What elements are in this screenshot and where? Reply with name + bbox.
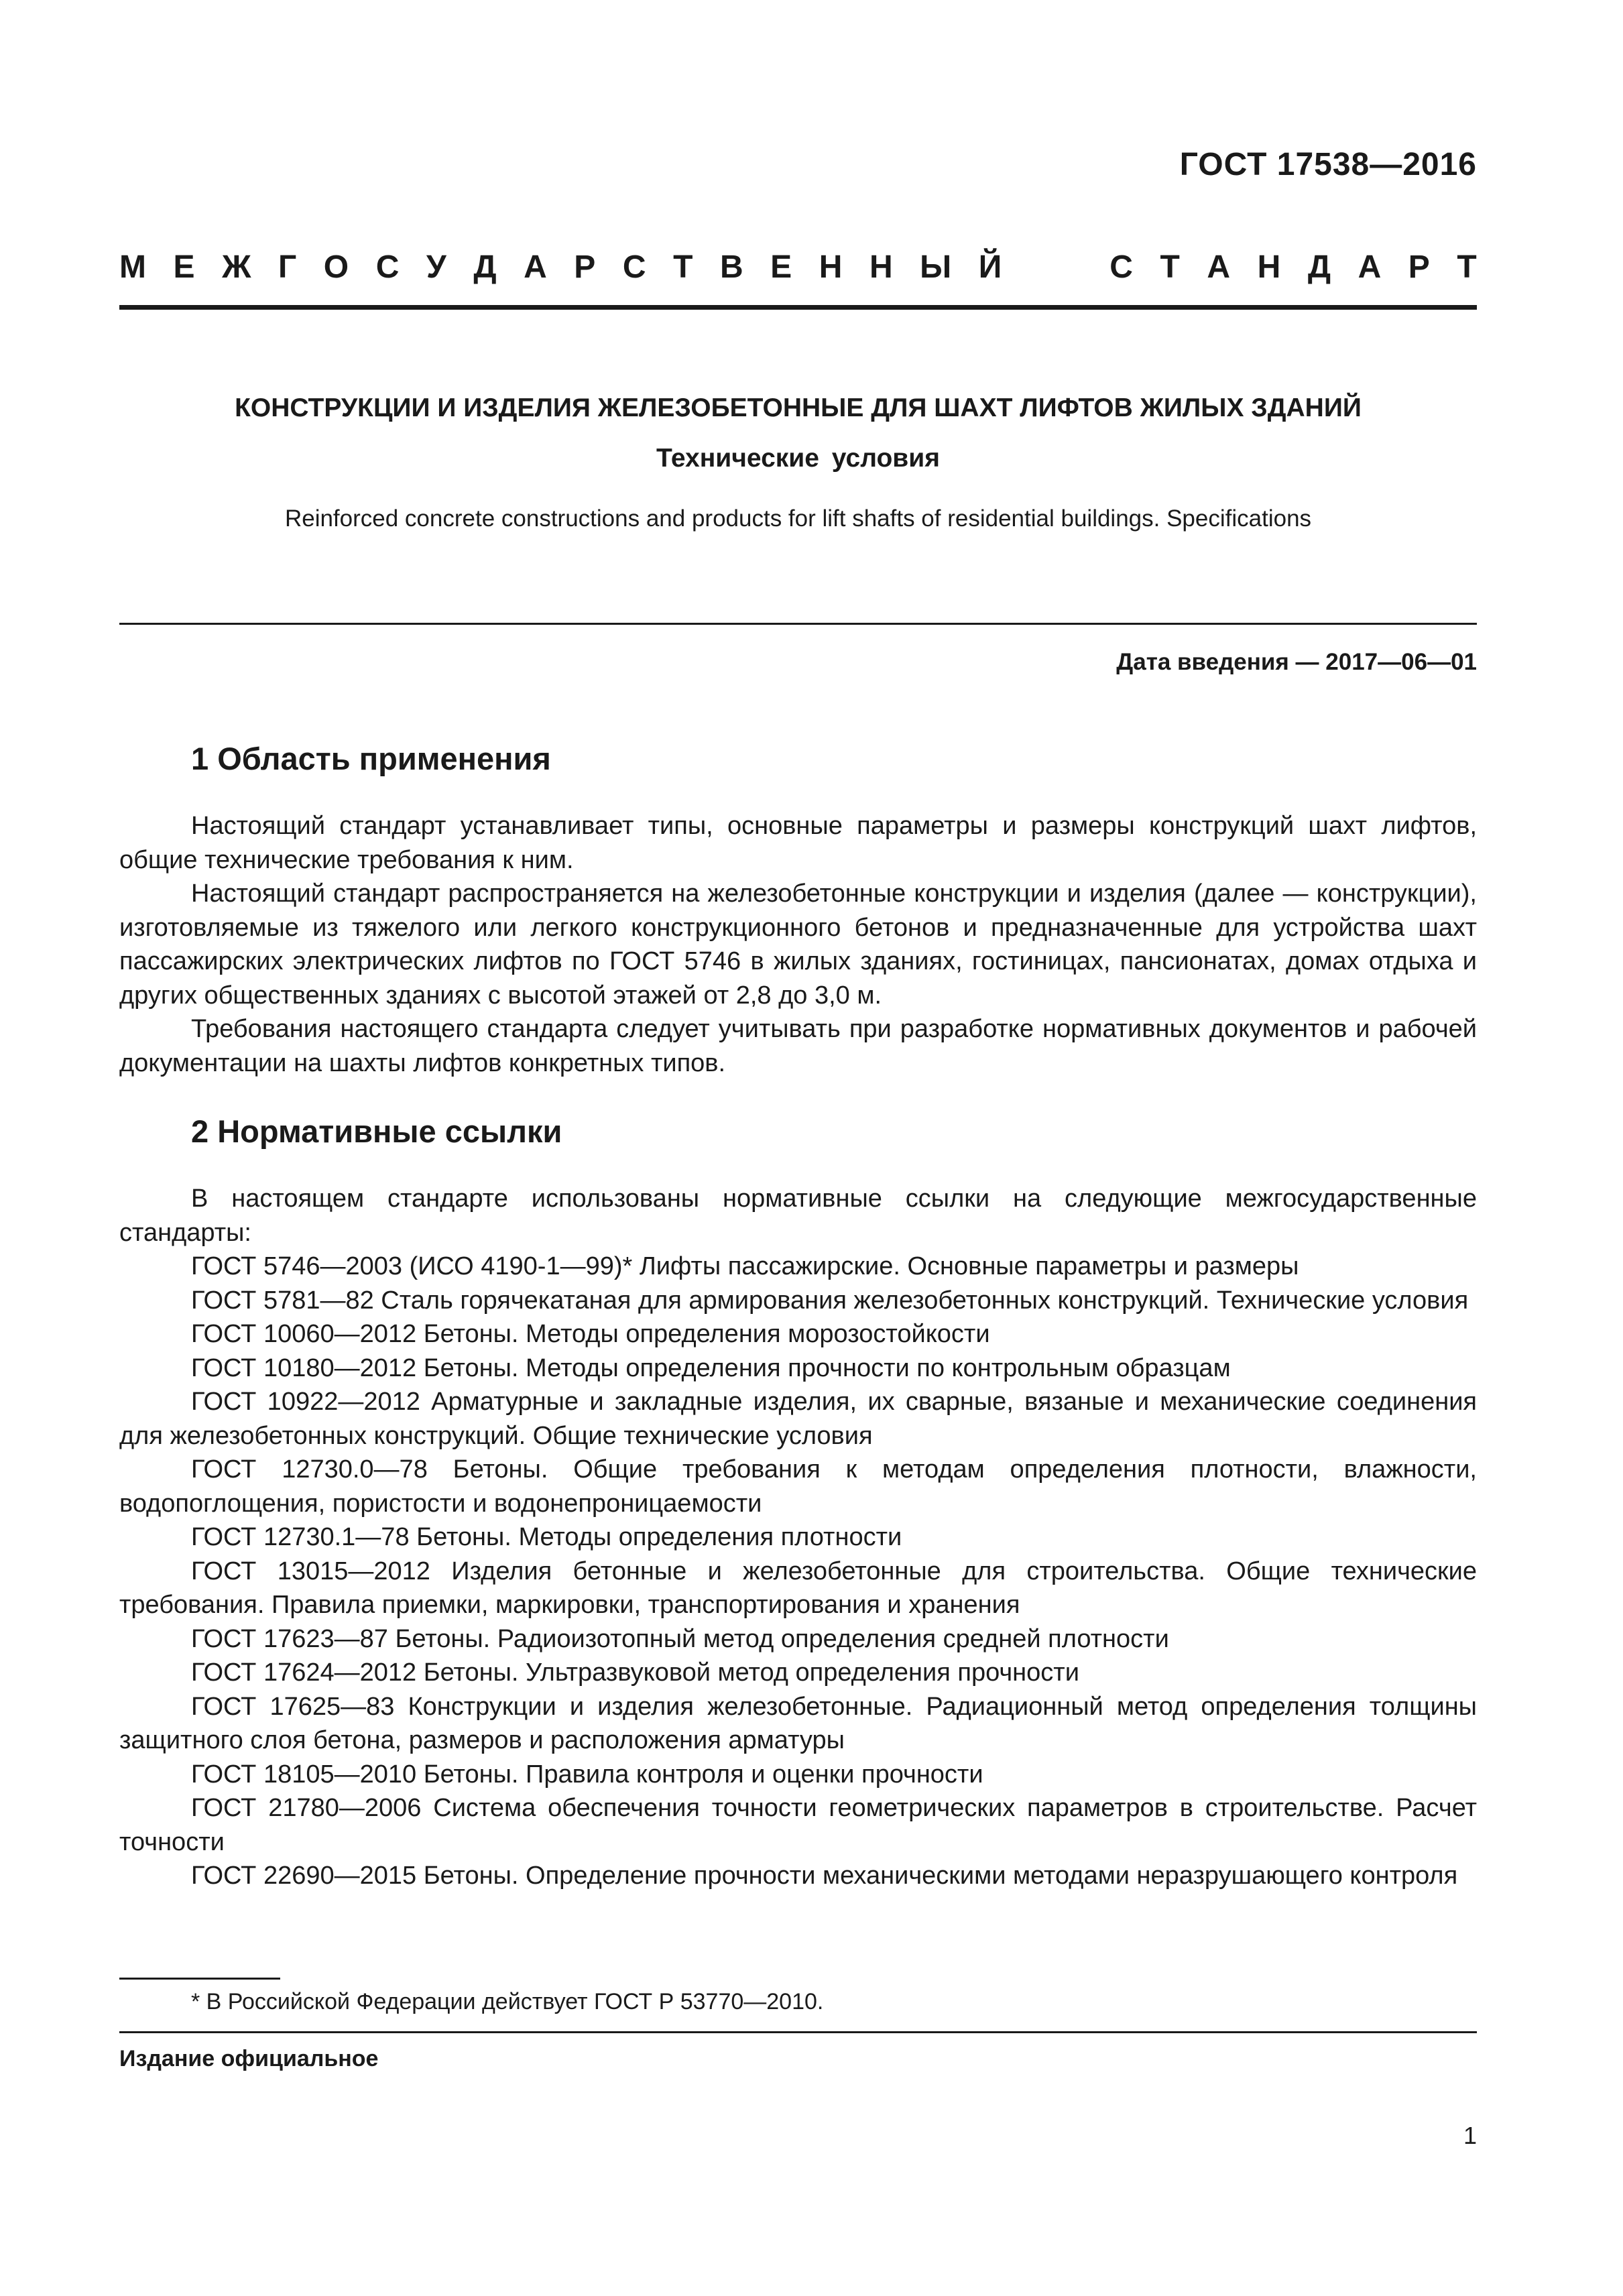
- introduction-date: Дата введения — 2017—06—01: [1116, 649, 1477, 675]
- heading-letter: Т: [673, 249, 693, 285]
- footer-rule: [119, 2031, 1477, 2033]
- page-number: 1: [1463, 2122, 1477, 2149]
- footnote: * В Российской Федерации действует ГОСТ Р 53770—2010.: [191, 1989, 824, 2014]
- official-edition-label: Издание официальное: [119, 2046, 379, 2071]
- heading-letter: Р: [574, 249, 596, 285]
- reference-item: ГОСТ 10060—2012 Бетоны. Методы определения морозостойкости: [191, 1320, 990, 1348]
- document-title: КОНСТРУКЦИИ И ИЗДЕЛИЯ ЖЕЛЕЗОБЕТОННЫЕ ДЛЯ ШАХТ ЛИФТОВ ЖИЛЫХ ЗДАНИЙ: [235, 394, 1362, 422]
- heading-letter: А: [1207, 249, 1231, 285]
- heading-letter: В: [719, 249, 743, 285]
- reference-item: ГОСТ 17625—83 Конструкции и изделия железобетонные. Радиационный метод определения толщины защитного слоя бетона, размеров и расположения арматуры: [119, 1692, 1477, 1754]
- reference-item: ГОСТ 12730.0—78 Бетоны. Общие требования к методам определения плотности, влажности, водопоглощения, пористости и водонепроницаемости: [119, 1455, 1477, 1518]
- reference-item: ГОСТ 18105—2010 Бетоны. Правила контроля и оценки прочности: [191, 1760, 983, 1789]
- heading-letter: Е: [770, 249, 792, 285]
- document-number: ГОСТ 17538—2016: [1179, 147, 1477, 182]
- heading-letter: Н: [869, 249, 893, 285]
- reference-item: ГОСТ 12730.1—78 Бетоны. Методы определения плотности: [191, 1523, 902, 1551]
- reference-item: ГОСТ 17624—2012 Бетоны. Ультразвуковой метод определения прочности: [191, 1658, 1079, 1687]
- interstate-standard-heading: [119, 249, 1477, 286]
- heading-letter: Ж: [222, 249, 251, 285]
- footnote-rule: [119, 1978, 280, 1980]
- paragraph: Настоящий стандарт распространяется на железобетонные конструкции и изделия (далее — конструкции), изготовляемые из тяжелого или легкого конструкционного бетонов и предназначенные для устройства шахт пассажирских электрических лифтов по ГОСТ 5746 в жилых зданиях, гостиницах, пансионатах, домах отдыха и других общественных зданиях с высотой этажей от 2,8 до 3,0 м.: [119, 880, 1477, 1010]
- heading-letter: Н: [819, 249, 843, 285]
- heading-letter: А: [1358, 249, 1382, 285]
- heading-letter: Р: [1408, 249, 1430, 285]
- reference-item: ГОСТ 10180—2012 Бетоны. Методы определения прочности по контрольным образцам: [191, 1353, 1231, 1382]
- heading-letter: Ы: [920, 249, 952, 285]
- section-2-body: [119, 1182, 1477, 1893]
- reference-item: ГОСТ 13015—2012 Изделия бетонные и железобетонные для строительства. Общие технические требования. Правила приемки, маркировки, транспортирования и хранения: [119, 1557, 1477, 1619]
- heading-letter: Т: [1160, 249, 1180, 285]
- title-rule: [119, 623, 1477, 625]
- document-subtitle: Технические условия: [656, 444, 940, 473]
- paragraph: В настоящем стандарте использованы нормативные ссылки на следующие межгосударственные стандарты:: [119, 1185, 1477, 1247]
- heading-letter: Г: [278, 249, 297, 285]
- section-2-heading: 2 Нормативные ссылки: [191, 1113, 562, 1149]
- reference-item: ГОСТ 5781—82 Сталь горячекатаная для армирования железобетонных конструкций. Технические условия: [191, 1286, 1469, 1315]
- paragraph: Настоящий стандарт устанавливает типы, основные параметры и размеры конструкций шахт лифтов, общие технические требования к ним.: [119, 812, 1477, 874]
- section-1-heading: 1 Область применения: [191, 741, 551, 776]
- heading-letter: Й: [978, 249, 1002, 285]
- heading-letter: С: [375, 249, 400, 285]
- paragraph: Требования настоящего стандарта следует учитывать при разработке нормативных документов и рабочей документации на шахты лифтов конкретных типов.: [119, 1015, 1477, 1077]
- heading-letter: У: [426, 249, 446, 285]
- reference-item: ГОСТ 22690—2015 Бетоны. Определение прочности механическими методами неразрушающего контроля: [191, 1862, 1458, 1890]
- heading-letter: Е: [173, 249, 195, 285]
- heading-letter: А: [524, 249, 547, 285]
- reference-item: ГОСТ 5746—2003 (ИСО 4190-1—99)* Лифты пассажирские. Основные параметры и размеры: [191, 1252, 1299, 1280]
- reference-item: ГОСТ 21780—2006 Система обеспечения точности геометрических параметров в строительстве. Расчет точности: [119, 1794, 1477, 1856]
- heading-letter: С: [622, 249, 646, 285]
- heading-letter: М: [119, 249, 146, 285]
- heading-letter: Т: [1457, 249, 1477, 285]
- reference-item: ГОСТ 10922—2012 Арматурные и закладные изделия, их сварные, вязаные и механические соединения для железобетонных конструкций. Общие технические условия: [119, 1388, 1477, 1450]
- word-gap: [1029, 249, 1083, 286]
- heading-letter: Д: [473, 249, 497, 285]
- heading-letter: Д: [1307, 249, 1331, 285]
- header-rule: [119, 305, 1477, 310]
- heading-letter: О: [323, 249, 349, 285]
- heading-letter: С: [1109, 249, 1133, 285]
- heading-letter: Н: [1257, 249, 1281, 285]
- section-1-body: [119, 809, 1477, 1080]
- reference-item: ГОСТ 17623—87 Бетоны. Радиоизотопный метод определения средней плотности: [191, 1624, 1169, 1653]
- document-title-english: Reinforced concrete constructions and products for lift shafts of residential buildings. Specifications: [284, 505, 1312, 532]
